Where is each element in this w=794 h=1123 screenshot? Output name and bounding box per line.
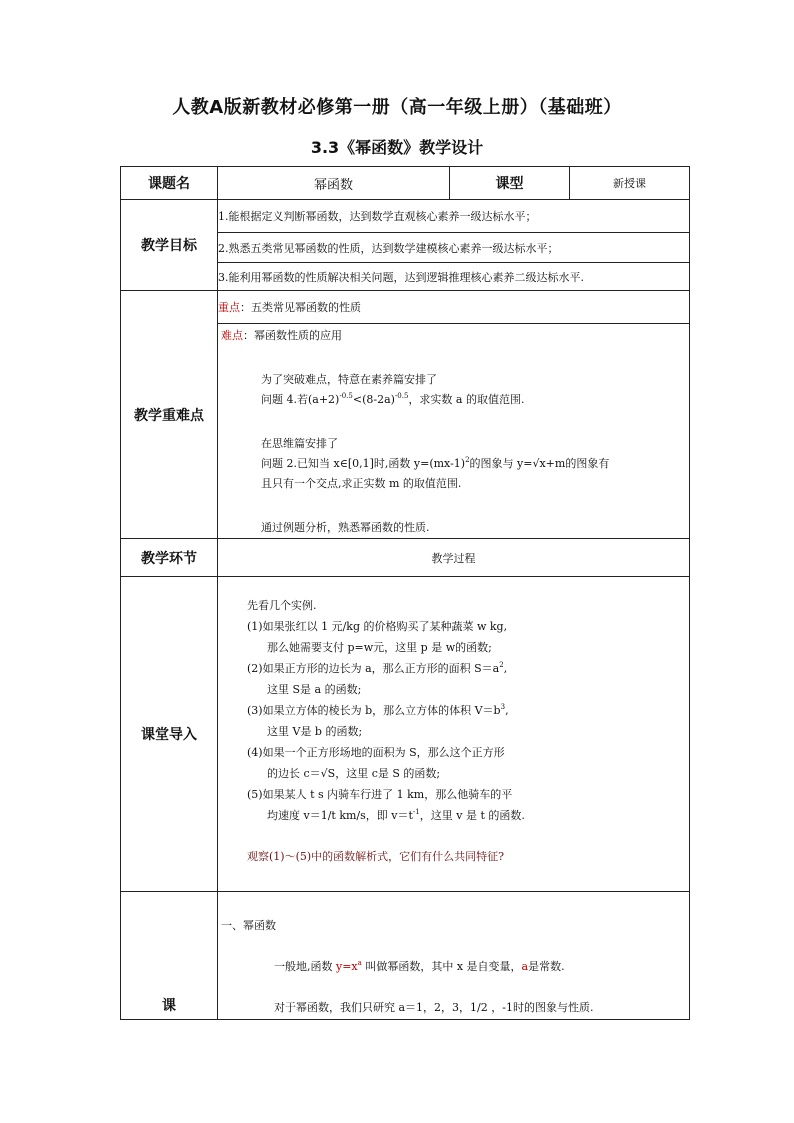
q2-suffix: 的图象与 y=√x+m的图象有 bbox=[469, 457, 610, 470]
observe-question: 观察(1)～(5)中的函数解析式，它们有什么共同特征? bbox=[247, 850, 505, 863]
process-row bbox=[121, 539, 690, 577]
example-2 bbox=[247, 658, 689, 679]
topic-value: 幂函数 bbox=[218, 167, 450, 200]
document-title: 人教A版新教材必修第一册（高一年级上册）（基础班） bbox=[172, 97, 622, 118]
intro-body bbox=[247, 595, 689, 867]
header-row bbox=[121, 167, 690, 200]
q4-exp1: -0.5 bbox=[339, 392, 353, 400]
example-5-text: 均速度 v＝1/t km/s，即 v＝t bbox=[267, 809, 413, 822]
goals-label: 教学目标 bbox=[121, 200, 218, 291]
focus-tag: 重点 bbox=[218, 301, 240, 314]
goal-item: 1.能根据定义判断幂函数，达到数学直观核心素养一级达标水平； bbox=[218, 200, 690, 233]
example-3-cont: 这里 V是 b 的函数; bbox=[267, 725, 363, 738]
difficulty-text: ：幂函数性质的应用 bbox=[243, 329, 342, 342]
section-body bbox=[221, 915, 689, 1018]
def-text-a: 一般地,函数 bbox=[274, 960, 336, 973]
example-3 bbox=[247, 700, 689, 721]
example-4: (4)如果一个正方形场地的面积为 S，那么这个正方形 bbox=[247, 746, 505, 759]
intro-label: 课堂导入 bbox=[121, 577, 218, 892]
para-1: 为了突破难点，特意在素养篇安排了 bbox=[261, 373, 437, 386]
type-label: 课型 bbox=[450, 167, 570, 200]
example-2-text: (2)如果正方形的边长为 a，那么正方形的面积 S＝a bbox=[247, 662, 500, 675]
example-5-sup: -1 bbox=[412, 808, 420, 816]
def-text-c: 是常数. bbox=[528, 960, 565, 973]
difficulty-cell bbox=[218, 324, 690, 539]
intro-row bbox=[121, 577, 690, 892]
process-label: 教学环节 bbox=[121, 539, 218, 577]
question-2-line2: 且只有一个交点,求正实数 m 的取值范围. bbox=[261, 477, 462, 490]
focus-line bbox=[218, 291, 690, 324]
power-function-definition bbox=[221, 956, 689, 977]
intro-lead: 先看几个实例. bbox=[247, 599, 317, 612]
example-2-end: , bbox=[503, 662, 508, 675]
document-subtitle: 3.3《幂函数》教学设计 bbox=[310, 138, 484, 157]
question-4 bbox=[261, 390, 689, 410]
goal-item: 2.熟悉五类常见幂函数的性质，达到数学建模核心素养一级达标水平； bbox=[218, 233, 690, 263]
q2-prefix: 问题 2.已知当 x∈[0,1]时,函数 y=(mx-1) bbox=[261, 457, 466, 470]
key-row bbox=[121, 291, 690, 324]
q2-exp: 2 bbox=[465, 456, 470, 464]
goals-row bbox=[121, 200, 690, 233]
section-heading: 一、幂函数 bbox=[221, 919, 276, 932]
def-formula-sup: a bbox=[357, 959, 362, 967]
focus-text: ：五类常见幂函数的性质 bbox=[240, 301, 361, 314]
type-value: 新授课 bbox=[570, 167, 690, 200]
study-scope: 对于幂函数，我们只研究 a＝1，2，3，1/2 ，-1时的图象与性质. bbox=[274, 1001, 594, 1014]
example-1-cont: 那么她需要支付 p=w元，这里 p 是 w的函数; bbox=[267, 641, 492, 654]
example-1: (1)如果张红以 1 元/kg 的价格购买了某种蔬菜 w kg, bbox=[247, 620, 508, 633]
def-text-b: 叫做幂函数，其中 x 是自变量， bbox=[361, 960, 522, 973]
def-constant: a bbox=[521, 960, 529, 973]
section-cell bbox=[218, 892, 690, 1020]
example-5-cont bbox=[247, 805, 689, 826]
example-4-cont: 的边长 c＝√S，这里 c是 S 的函数; bbox=[267, 767, 441, 780]
example-3-sup: 3 bbox=[500, 703, 506, 711]
question-2 bbox=[261, 454, 689, 474]
section-row bbox=[121, 892, 690, 1020]
section-label: 课 bbox=[121, 892, 218, 1020]
example-5-end: ，这里 v 是 t 的函数. bbox=[419, 809, 525, 822]
example-5: (5)如果某人 t s 内骑车行进了 1 km，那么他骑车的平 bbox=[247, 788, 513, 801]
key-label: 教学重难点 bbox=[121, 291, 218, 539]
process-value: 教学过程 bbox=[218, 539, 690, 577]
para-3: 通过例题分析，熟悉幂函数的性质. bbox=[261, 521, 430, 534]
example-2-cont: 这里 S是 a 的函数; bbox=[267, 683, 362, 696]
example-3-end: , bbox=[505, 704, 509, 717]
difficulty-tag: 难点 bbox=[221, 329, 243, 342]
q4-suffix: ，求实数 a 的取值范围. bbox=[408, 393, 525, 406]
example-2-sup: 2 bbox=[499, 661, 504, 669]
difficulty-line bbox=[221, 326, 689, 346]
difficulty-body bbox=[221, 370, 689, 538]
topic-label: 课题名 bbox=[121, 167, 218, 200]
lesson-table bbox=[120, 166, 690, 1020]
example-3-text: (3)如果立方体的棱长为 b，那么立方体的体积 V＝b bbox=[247, 704, 501, 717]
goal-item: 3.能利用幂函数的性质解决相关问题，达到逻辑推理核心素养二级达标水平. bbox=[218, 263, 690, 291]
def-formula: y=x bbox=[336, 960, 358, 973]
q4-mid: <(8-2a) bbox=[352, 393, 395, 406]
para-2: 在思维篇安排了 bbox=[261, 437, 338, 450]
q4-exp2: -0.5 bbox=[394, 392, 409, 400]
q4-prefix: 问题 4.若(a+2) bbox=[261, 393, 340, 406]
intro-cell bbox=[218, 577, 690, 892]
